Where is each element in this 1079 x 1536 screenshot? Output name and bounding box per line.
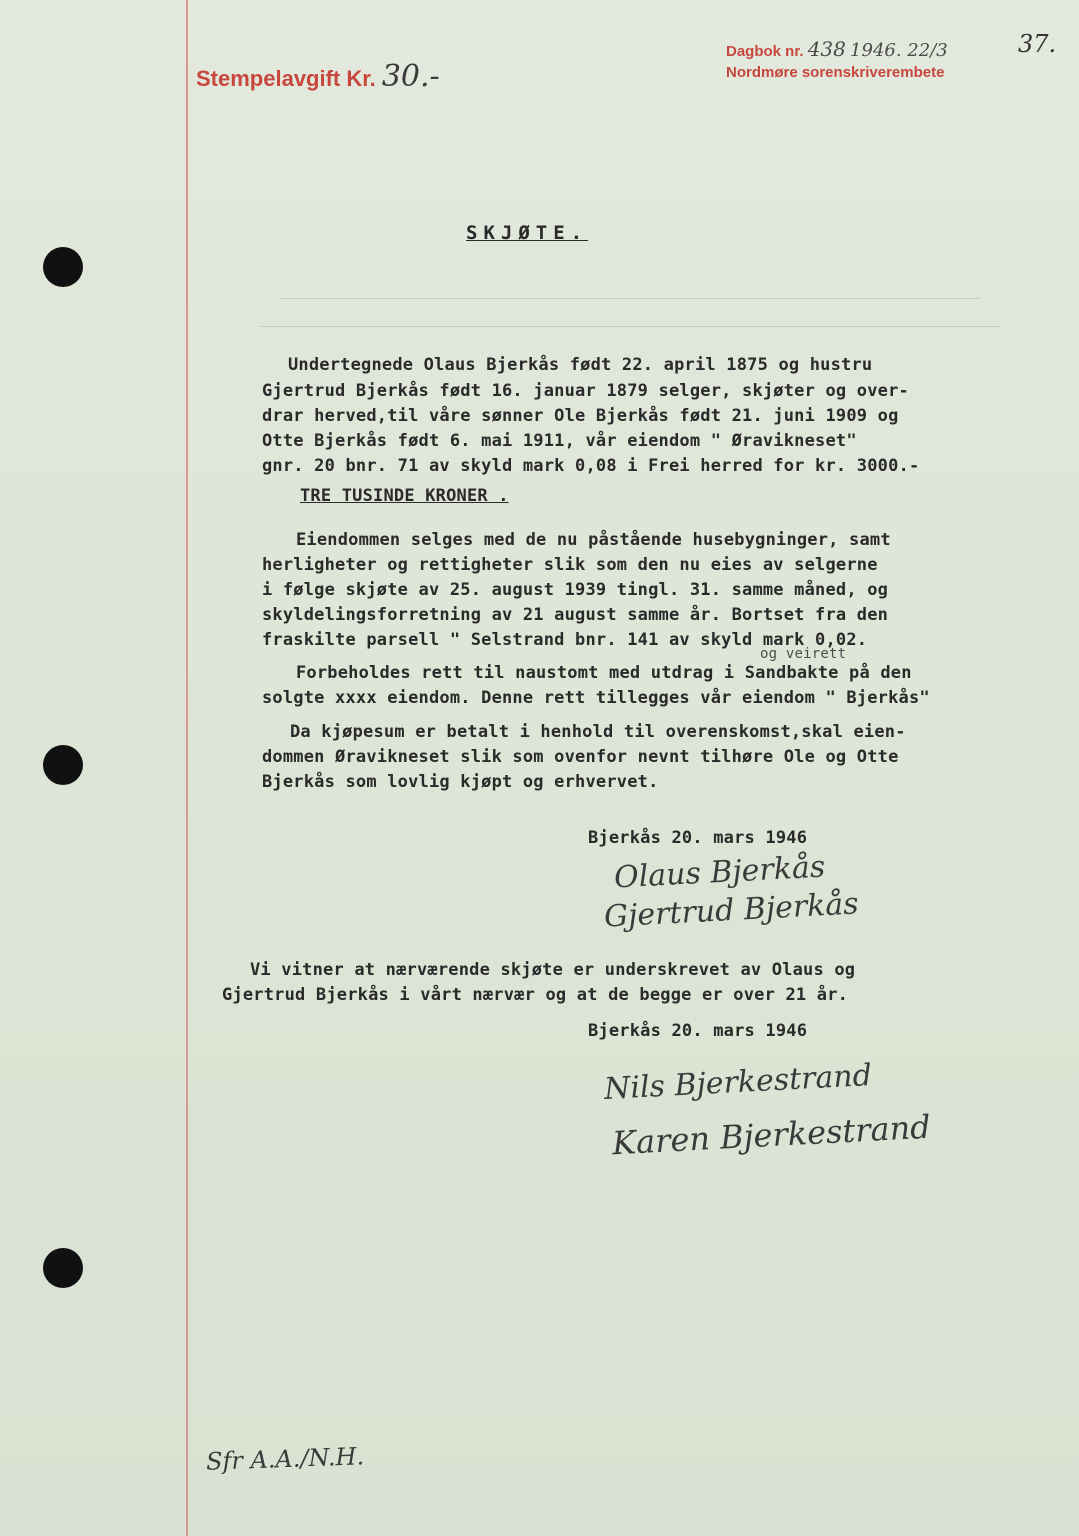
paragraph1-line: Undertegnede Olaus Bjerkås født 22. april 1875 og hustru — [288, 355, 873, 375]
witness-line: Gjertrud Bjerkås i vårt nærvær og at de begge er over 21 år. — [222, 985, 849, 1005]
dagbok-date: 1946. 22/3 — [850, 40, 948, 61]
paragraph1-line: Gjertrud Bjerkås født 16. januar 1879 selger, skjøter og over- — [262, 381, 909, 401]
amount-in-words: TRE TUSINDE KRONER . — [300, 486, 509, 506]
show-through-line — [280, 298, 980, 299]
place-date: Bjerkås 20. mars 1946 — [588, 828, 808, 848]
dagbok-number: 438 — [807, 37, 846, 61]
signature: Olaus Bjerkås — [613, 849, 827, 896]
paragraph2-line: fraskilte parsell " Selstrand bnr. 141 av skyld mark 0,02. — [262, 630, 868, 650]
dagbok-stamp: Dagbok nr. 438 1946. 22/3 — [726, 37, 948, 61]
punch-hole-icon — [43, 247, 83, 287]
paragraph4-line: Da kjøpesum er betalt i henhold til overenskomst,skal eien- — [290, 722, 906, 742]
place-date: Bjerkås 20. mars 1946 — [588, 1021, 808, 1041]
paragraph4-line: Bjerkås som lovlig kjøpt og erhvervet. — [262, 772, 659, 792]
footer-note: Sfr A.A./N.H. — [205, 1442, 365, 1476]
paragraph2-line: i følge skjøte av 25. august 1939 tingl. 31. samme måned, og — [262, 580, 889, 600]
show-through-line — [260, 326, 1000, 327]
signature: Gjertrud Bjerkås — [603, 886, 860, 935]
signature: Nils Bjerkestrand — [603, 1058, 873, 1107]
paragraph2-line: herligheter og rettigheter slik som den nu eies av selgerne — [262, 555, 878, 575]
paragraph4-line: dommen Øravikneset slik som ovenfor nevnt tilhøre Ole og Otte — [262, 747, 899, 767]
punch-hole-icon — [43, 745, 83, 785]
document-title: SKJØTE. — [466, 222, 589, 244]
paragraph3-line: solgte xxxx eiendom. Denne rett tillegges vår eiendom " Bjerkås" — [262, 688, 930, 708]
stamp-fee-label: Stempelavgift Kr. 30.- — [196, 59, 440, 94]
paragraph2-line: skyldelingsforretning av 21 august samme år. Bortset fra den — [262, 605, 889, 625]
paragraph2-line: Eiendommen selges med de nu påstående husebygninger, samt — [296, 530, 891, 550]
stamp-fee-amount: 30.- — [381, 59, 440, 94]
witness-line: Vi vitner at nærværende skjøte er underskrevet av Olaus og — [250, 960, 856, 980]
paragraph1-line: drar herved,til våre sønner Ole Bjerkås født 21. juni 1909 og — [262, 406, 899, 426]
paragraph3-line: Forbeholdes rett til naustomt med utdrag i Sandbakte på den — [296, 663, 912, 683]
red-margin-line — [186, 0, 188, 1536]
inserted-note: og veirett — [760, 646, 847, 662]
punch-hole-icon — [43, 1248, 83, 1288]
office-stamp: Nordmøre sorenskriverembete — [726, 64, 945, 81]
paragraph1-line: gnr. 20 bnr. 71 av skyld mark 0,08 i Frei herred for kr. 3000.- — [262, 456, 920, 476]
page-number: 37. — [1018, 30, 1057, 58]
paragraph1-line: Otte Bjerkås født 6. mai 1911, vår eiendom " Øravikneset" — [262, 431, 857, 451]
signature: Karen Bjerkestrand — [611, 1107, 932, 1163]
